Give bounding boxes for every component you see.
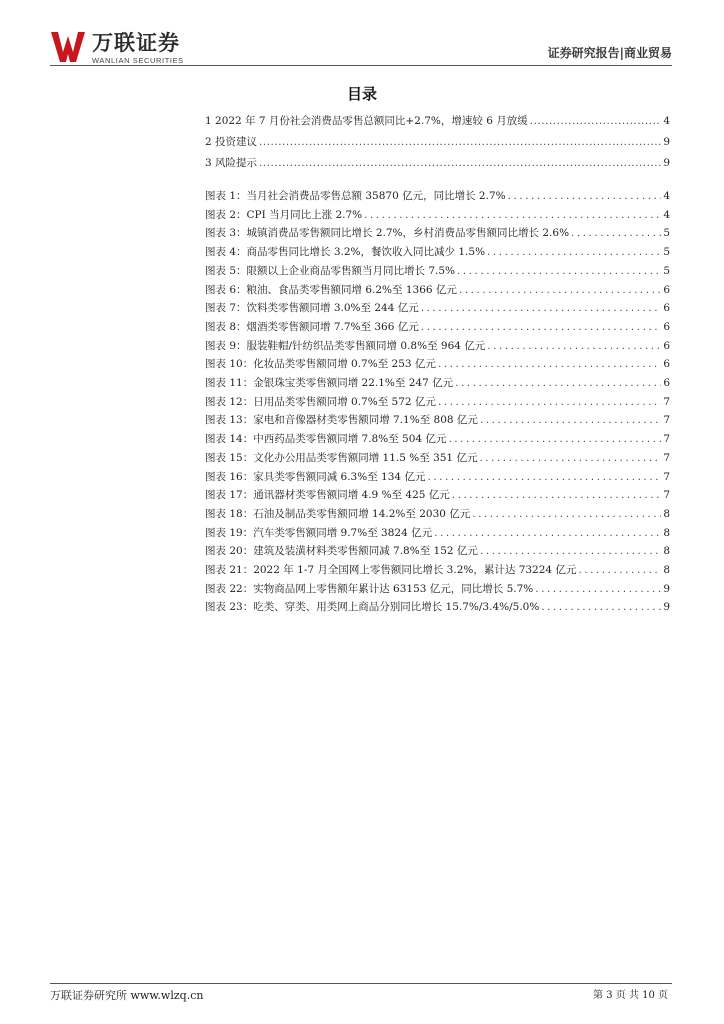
dot-leader (438, 358, 661, 371)
toc-section-entry[interactable] (205, 115, 670, 128)
figure-entry-title: 图表 13：家电和音像器材类零售额同增 7.1%至 808 亿元 (205, 414, 478, 427)
figure-entry-page: 6 (663, 320, 670, 333)
dot-leader (455, 377, 661, 390)
dot-leader (259, 157, 661, 170)
toc-title: 目录 (346, 85, 377, 103)
dot-leader (530, 115, 662, 128)
figure-entry-page: 7 (663, 395, 670, 408)
figure-entry[interactable] (205, 265, 670, 278)
figure-entry-title: 图表 2：CPI 当月同比上涨 2.7% (205, 208, 363, 221)
figure-entry[interactable] (205, 471, 670, 484)
dot-leader (480, 414, 661, 427)
figure-entry[interactable] (205, 601, 670, 614)
figure-entry[interactable] (205, 321, 670, 334)
figure-entry[interactable] (205, 564, 670, 577)
figure-entry-title: 图表 5：限额以上企业商品零售额当月同比增长 7.5% (205, 264, 456, 277)
figure-entry[interactable] (205, 583, 670, 596)
figure-entry-title: 图表 11：金银珠宝类零售额同增 22.1%至 247 亿元 (205, 377, 454, 389)
figure-entry-page: 6 (663, 302, 670, 315)
wanlian-logo-icon (50, 30, 88, 64)
dot-leader (438, 396, 661, 409)
company-logo (50, 30, 210, 66)
toc-section-entry[interactable] (205, 157, 670, 170)
figure-entry[interactable] (205, 452, 670, 465)
footer-divider (50, 983, 672, 984)
figure-entry[interactable] (205, 527, 670, 540)
figure-entry-title: 图表 3：城镇消费品零售额同比增长 2.7%，乡村消费品零售额同比增长 2.6% (205, 227, 570, 240)
figure-entry-title: 图表 8：烟酒类零售额同增 7.7%至 366 亿元 (205, 320, 419, 333)
dot-leader (487, 246, 661, 259)
dot-leader (421, 321, 662, 334)
logo-english-text: WANLIAN SECURITIES (92, 56, 184, 65)
figure-entry-page: 6 (663, 377, 670, 389)
dot-leader (434, 527, 661, 540)
figure-entry[interactable] (205, 227, 670, 240)
dot-leader (364, 209, 661, 222)
figure-entry-page: 7 (663, 433, 670, 446)
figure-entry-title: 图表 4：商品零售同比增长 3.2%，餐饮收入同比减少 1.5% (205, 246, 486, 259)
toc-section-entry[interactable] (205, 136, 670, 149)
figure-entry-title: 图表 16：家具类零售额同减 6.3%至 134 亿元 (205, 470, 426, 483)
dot-leader (452, 489, 662, 502)
figure-entry[interactable] (205, 340, 670, 353)
figure-entry[interactable] (205, 358, 670, 371)
figure-entry-page: 9 (663, 582, 670, 595)
page-number: 第 3 页 共 10 页 (593, 990, 668, 1001)
figure-entry-page: 4 (663, 208, 670, 221)
figure-entry-page: 7 (663, 414, 670, 427)
toc-section-entry-page: 9 (663, 157, 670, 169)
dot-leader (427, 471, 661, 484)
figure-entry-title: 图表 6：粮油、食品类零售额同增 6.2%至 1366 亿元 (205, 283, 457, 296)
dot-leader (578, 564, 661, 577)
figure-entry-page: 7 (663, 489, 670, 502)
dot-leader (421, 302, 662, 315)
figure-entry-page: 5 (663, 264, 670, 277)
dot-leader (487, 340, 661, 353)
toc-section-entry-page: 9 (663, 136, 670, 148)
figure-entry-page: 8 (663, 507, 670, 520)
figure-entry-page: 7 (663, 451, 670, 464)
figure-entry[interactable] (205, 246, 670, 259)
toc-section-entry-title: 1 2022 年 7 月份社会消费品零售总额同比+2.7%，增速较 6 月放缓 (205, 115, 528, 127)
figure-entry-page: 7 (663, 470, 670, 483)
figure-entry-title: 图表 19：汽车类零售额同增 9.7%至 3824 亿元 (205, 526, 433, 539)
figure-entry-page: 9 (663, 601, 670, 614)
figure-entry-page: 8 (663, 564, 670, 576)
dot-leader (535, 583, 661, 596)
dot-leader (459, 284, 661, 297)
figure-entry-title: 图表 7：饮料类零售额同增 3.0%至 244 亿元 (205, 302, 419, 315)
figure-entry[interactable] (205, 433, 670, 446)
figure-entry-page: 6 (663, 358, 670, 371)
dot-leader (472, 508, 661, 521)
figure-entry-page: 5 (663, 246, 670, 259)
figure-entry-title: 图表 22：实物商品网上零售额年累计达 63153 亿元，同比增长 5.7% (205, 582, 534, 595)
figure-entry-page: 8 (663, 545, 670, 558)
logo-chinese-text: 万联证券 (92, 31, 180, 55)
dot-leader (480, 545, 661, 558)
toc-section-entry-title: 2 投资建议 (205, 136, 258, 148)
figure-entry-page: 4 (663, 190, 670, 202)
header-divider (50, 65, 672, 66)
figure-entry-title: 图表 14：中西药品类零售额同增 7.8%至 504 亿元 (205, 433, 447, 446)
figure-entry[interactable] (205, 209, 670, 222)
toc-section-entry-page: 4 (663, 115, 670, 127)
figure-entry[interactable] (205, 489, 670, 502)
footer-publisher: 万联证券研究所 www.wlzq.cn (50, 989, 204, 1002)
dot-leader (541, 601, 661, 614)
figure-entry-page: 8 (663, 526, 670, 539)
figure-entry-page: 5 (663, 227, 670, 240)
dot-leader (259, 136, 661, 149)
figure-entry[interactable] (205, 396, 670, 409)
figure-entry-title: 图表 12：日用品类零售额同增 0.7%至 572 亿元 (205, 395, 436, 408)
figure-entry-title: 图表 1：当月社会消费品零售总额 35870 亿元，同比增长 2.7% (205, 190, 506, 202)
dot-leader (571, 227, 661, 240)
report-type-label: 证券研究报告|商业贸易 (547, 46, 672, 60)
figure-entry-title: 图表 10：化妆品类零售额同增 0.7%至 253 亿元 (205, 358, 436, 371)
figure-entry-title: 图表 15：文化办公用品类零售额同增 11.5 %至 351 亿元 (205, 451, 478, 464)
dot-leader (508, 190, 662, 203)
figure-entry[interactable] (205, 302, 670, 315)
dot-leader (479, 452, 661, 465)
figure-entry-page: 6 (663, 283, 670, 296)
dot-leader (448, 433, 661, 446)
figure-entry[interactable] (205, 508, 670, 521)
figure-entry-title: 图表 9：服装鞋帽/针纺织品类零售额同增 0.8%至 964 亿元 (205, 339, 486, 352)
figure-entry-title: 图表 17：通讯器材类零售额同增 4.9 %至 425 亿元 (205, 489, 450, 502)
figure-entry-title: 图表 23：吃类、穿类、用类网上商品分别同比增长 15.7%/3.4%/5.0% (205, 601, 540, 614)
figure-entry-title: 图表 18：石油及制品类零售额同增 14.2%至 2030 亿元 (205, 507, 471, 520)
figure-entry[interactable] (205, 190, 670, 203)
figure-entry-title: 图表 21：2022 年 1-7 月全国网上零售额同比增长 3.2%，累计达 73224 亿元 (205, 564, 577, 576)
figure-entry[interactable] (205, 545, 670, 558)
figure-entry-title: 图表 20：建筑及装潢材料类零售额同减 7.8%至 152 亿元 (205, 545, 478, 558)
figure-entry-page: 6 (663, 339, 670, 352)
figure-entry[interactable] (205, 377, 670, 390)
toc-section-entry-title: 3 风险提示 (205, 157, 258, 169)
dot-leader (457, 265, 661, 278)
figure-entry[interactable] (205, 414, 670, 427)
figure-entry[interactable] (205, 284, 670, 297)
